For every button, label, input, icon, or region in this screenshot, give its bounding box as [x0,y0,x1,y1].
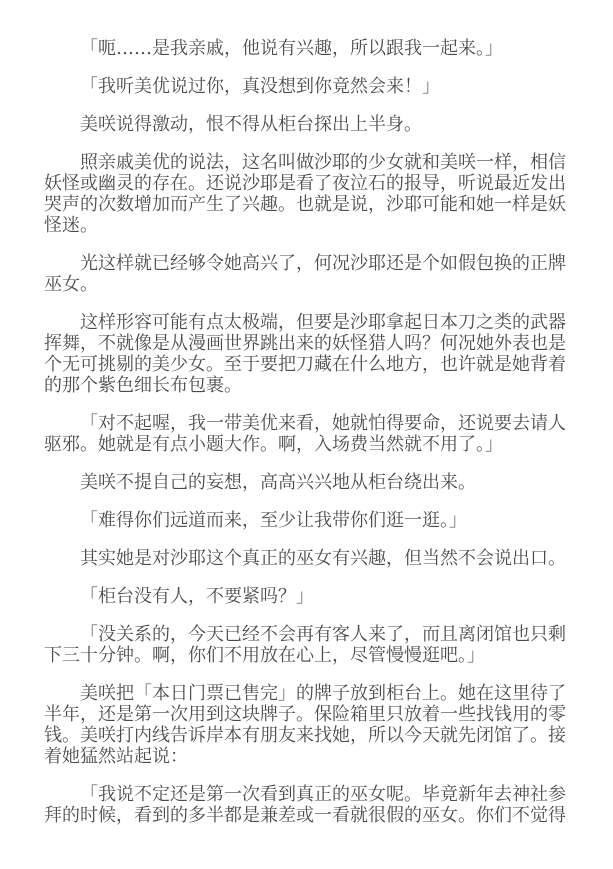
dialogue-paragraph-2: 「我听美优说过你，真没想到你竟然会来！」 [80,76,440,97]
narration-paragraph-3: 美咲说得激动，恨不得从柜台探出上半身。 [80,114,422,135]
dialogue-paragraph-14: 「我说不定还是第一次看到真正的巫女呢。毕竟新年去神社参拜的时候，看到的多半都是兼差或一看就很假的巫女。你们不觉得 [44,784,566,826]
narration-paragraph-6: 这样形容可能有点太极端，但要是沙耶拿起日本刀之类的武器挥舞，不就像是从漫画世界跳出来的妖怪猎人吗？何况她外表也是个无可挑剔的美少女。至于要把刀藏在什么地方，也许就是她背着的那个紫色细长布包裹。 [44,312,566,396]
dialogue-paragraph-11: 「柜台没有人，不要紧吗？」 [80,586,314,607]
dialogue-paragraph-1: 「呃……是我亲戚，他说有兴趣，所以跟我一起来。」 [80,38,503,59]
dialogue-paragraph-12: 「没关系的，今天已经不会再有客人来了，而且离闭馆也只剩下三十分钟。啊，你们不用放在心上，尽管慢慢逛吧。」 [44,624,566,666]
narration-paragraph-8: 美咲不提自己的妄想，高高兴兴地从柜台绕出来。 [80,472,476,493]
dialogue-paragraph-9: 「难得你们远道而来，至少让我带你们逛一逛。」 [80,510,467,531]
narration-paragraph-10: 其实她是对沙耶这个真正的巫女有兴趣，但当然不会说出口。 [80,548,566,569]
narration-paragraph-13: 美咲把「本日门票已售完」的牌子放到柜台上。她在这里待了半年，还是第一次用到这块牌子。保险箱里只放着一些找钱用的零钱。美咲打内线告诉岸本有朋友来找她，所以今天就先闭馆了。接着她猛然站起说： [44,683,566,767]
narration-paragraph-4: 照亲戚美优的说法，这名叫做沙耶的少女就和美咲一样，相信妖怪或幽灵的存在。还说沙耶是看了夜泣石的报导，听说最近发出哭声的次数增加而产生了兴趣。也就是说，沙耶可能和她一样是妖怪迷。 [44,152,566,236]
dialogue-paragraph-7: 「对不起喔，我一带美优来看，她就怕得要命，还说要去请人驱邪。她就是有点小题大作。啊，入场费当然就不用了。」 [44,413,566,455]
narration-paragraph-5: 光这样就已经够令她高兴了，何况沙耶还是个如假包换的正牌巫女。 [44,253,566,295]
